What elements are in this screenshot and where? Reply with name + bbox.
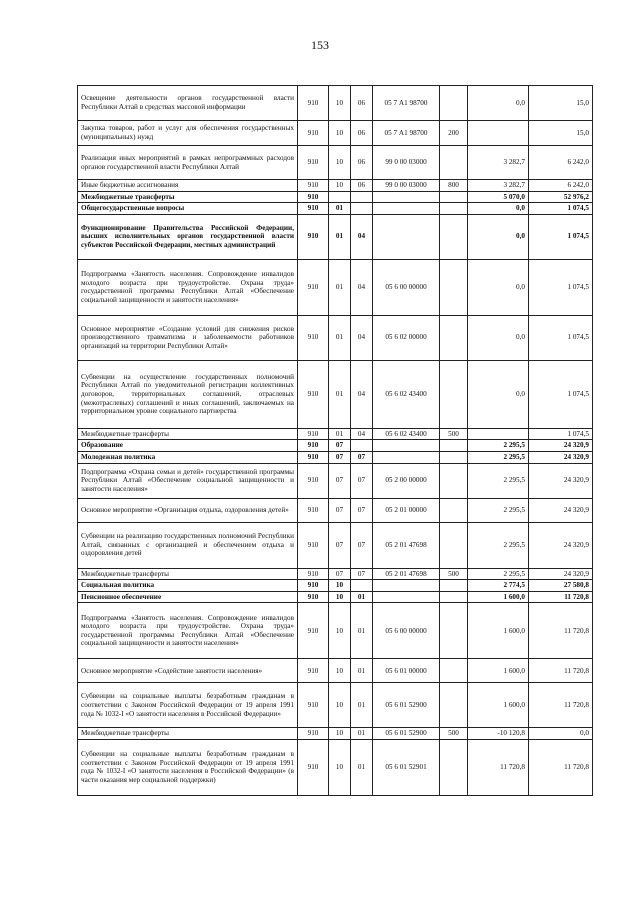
expense-type-cell: 500 xyxy=(440,568,468,580)
amount-2-cell: 1 074,5 xyxy=(529,214,593,259)
expense-type-cell xyxy=(440,659,468,683)
item-name-cell: Образование xyxy=(78,440,298,452)
section-code-cell: 10 xyxy=(329,146,351,180)
item-name-cell: Закупка товаров, работ и услуг для обеспечения государственных (муниципальных) нужд xyxy=(78,121,298,146)
ministry-code-cell: 910 xyxy=(298,440,329,452)
budget-table-body xyxy=(78,86,593,796)
amount-1-cell: 3 282,7 xyxy=(468,146,529,180)
ministry-code-cell: 910 xyxy=(298,568,329,580)
amount-1-cell: -10 120,8 xyxy=(468,728,529,740)
item-name-cell: Подпрограмма «Занятость населения. Сопровождение инвалидов молодого возраста при трудоустройстве. Охрана труда» государственной программы Республики Алтай «Обеспечение социальной защищенности и занятости населения» xyxy=(78,603,298,659)
section-code-cell: 10 xyxy=(329,603,351,659)
amount-1-cell: 1 600,0 xyxy=(468,591,529,603)
ministry-code-cell: 910 xyxy=(298,463,329,498)
section-code-cell: 10 xyxy=(329,121,351,146)
item-name-cell: Социальная политика xyxy=(78,580,298,592)
item-name-cell: Молодежная политика xyxy=(78,451,298,463)
amount-2-cell: 11 720,8 xyxy=(529,739,593,795)
item-name-cell: Иные бюджетные ассигнования xyxy=(78,180,298,192)
amount-1-cell: 1 600,0 xyxy=(468,659,529,683)
item-name-cell: Субвенции на реализацию государственных полномочий Республики Алтай, связанных с организацией и обеспечением отдыха и оздоровления детей xyxy=(78,522,298,568)
item-name-cell: Субвенции на осуществление государственных полномочий Республики Алтай по уведомительной регистрации коллективных договоров, территориальных соглашений, отраслевых (межотраслевых) соглашений и иных соглашений, заключаемых на территориальном уровне социального партнерства xyxy=(78,360,298,428)
table-row xyxy=(78,683,593,728)
amount-2-cell: 24 320,9 xyxy=(529,498,593,522)
section-code-cell xyxy=(329,191,351,203)
item-name-cell: Освещение деятельности органов государственной власти Республики Алтай в средствах массовой информации xyxy=(78,86,298,121)
section-code-cell: 07 xyxy=(329,498,351,522)
amount-1-cell: 2 295,5 xyxy=(468,522,529,568)
target-article-cell: 05 6 02 43400 xyxy=(373,428,440,440)
amount-2-cell: 15,0 xyxy=(529,121,593,146)
section-code-cell: 10 xyxy=(329,739,351,795)
section-code-cell: 01 xyxy=(329,315,351,360)
subsection-code-cell: 01 xyxy=(351,659,373,683)
amount-2-cell: 11 720,8 xyxy=(529,659,593,683)
subsection-code-cell: 01 xyxy=(351,728,373,740)
amount-1-cell xyxy=(468,428,529,440)
target-article-cell: 05 6 02 43400 xyxy=(373,360,440,428)
amount-1-cell: 3 282,7 xyxy=(468,180,529,192)
table-row xyxy=(78,568,593,580)
target-article-cell xyxy=(373,440,440,452)
amount-2-cell: 11 720,8 xyxy=(529,591,593,603)
subsection-code-cell: 04 xyxy=(351,214,373,259)
expense-type-cell xyxy=(440,360,468,428)
ministry-code-cell: 910 xyxy=(298,191,329,203)
ministry-code-cell: 910 xyxy=(298,315,329,360)
amount-1-cell xyxy=(468,121,529,146)
amount-2-cell: 52 976,2 xyxy=(529,191,593,203)
amount-1-cell: 0,0 xyxy=(468,86,529,121)
amount-1-cell: 0,0 xyxy=(468,315,529,360)
table-row xyxy=(78,603,593,659)
target-article-cell: 05 6 00 00000 xyxy=(373,259,440,315)
target-article-cell xyxy=(373,203,440,215)
target-article-cell xyxy=(373,451,440,463)
section-code-cell: 10 xyxy=(329,659,351,683)
subsection-code-cell: 04 xyxy=(351,315,373,360)
item-name-cell: Функционирование Правительства Российской Федерации, высших исполнительных органов государственной власти субъектов Российской Федерации, местных администраций xyxy=(78,214,298,259)
table-row xyxy=(78,180,593,192)
subsection-code-cell: 04 xyxy=(351,259,373,315)
ministry-code-cell: 910 xyxy=(298,603,329,659)
table-row xyxy=(78,522,593,568)
subsection-code-cell: 01 xyxy=(351,591,373,603)
amount-2-cell: 0,0 xyxy=(529,728,593,740)
target-article-cell xyxy=(373,591,440,603)
amount-2-cell: 24 320,9 xyxy=(529,568,593,580)
target-article-cell: 05 6 01 52900 xyxy=(373,683,440,728)
ministry-code-cell: 910 xyxy=(298,259,329,315)
table-row xyxy=(78,440,593,452)
item-name-cell: Реализация иных мероприятий в рамках непрограммных расходов органов государственной власти Республики Алтай xyxy=(78,146,298,180)
section-code-cell: 01 xyxy=(329,214,351,259)
subsection-code-cell: 04 xyxy=(351,428,373,440)
table-row xyxy=(78,146,593,180)
expense-type-cell xyxy=(440,580,468,592)
item-name-cell: Основное мероприятие «Создание условий для снижения рисков производственного травматизма и заболеваемости работников организаций на территории Республики Алтай» xyxy=(78,315,298,360)
subsection-code-cell: 07 xyxy=(351,568,373,580)
table-row xyxy=(78,360,593,428)
table-row xyxy=(78,191,593,203)
subsection-code-cell: 06 xyxy=(351,86,373,121)
table-row xyxy=(78,214,593,259)
expense-type-cell xyxy=(440,603,468,659)
ministry-code-cell: 910 xyxy=(298,683,329,728)
amount-2-cell: 6 242,0 xyxy=(529,146,593,180)
table-row xyxy=(78,580,593,592)
expense-type-cell xyxy=(440,259,468,315)
target-article-cell: 05 6 00 00000 xyxy=(373,603,440,659)
section-code-cell: 01 xyxy=(329,203,351,215)
expense-type-cell xyxy=(440,146,468,180)
section-code-cell: 07 xyxy=(329,568,351,580)
section-code-cell: 07 xyxy=(329,451,351,463)
subsection-code-cell: 06 xyxy=(351,121,373,146)
amount-2-cell: 1 074,5 xyxy=(529,259,593,315)
subsection-code-cell xyxy=(351,580,373,592)
table-row xyxy=(78,498,593,522)
item-name-cell: Межбюджетные трансферты xyxy=(78,568,298,580)
expense-type-cell xyxy=(440,451,468,463)
section-code-cell: 10 xyxy=(329,728,351,740)
section-code-cell: 10 xyxy=(329,683,351,728)
amount-2-cell: 1 074,5 xyxy=(529,203,593,215)
expense-type-cell: 800 xyxy=(440,180,468,192)
table-row xyxy=(78,315,593,360)
section-code-cell: 10 xyxy=(329,580,351,592)
amount-1-cell: 2 295,5 xyxy=(468,440,529,452)
ministry-code-cell: 910 xyxy=(298,428,329,440)
amount-2-cell: 1 074,5 xyxy=(529,428,593,440)
amount-1-cell: 0,0 xyxy=(468,203,529,215)
amount-1-cell: 11 720,8 xyxy=(468,739,529,795)
table-row xyxy=(78,428,593,440)
subsection-code-cell: 07 xyxy=(351,463,373,498)
table-row xyxy=(78,86,593,121)
target-article-cell: 05 6 01 00000 xyxy=(373,659,440,683)
item-name-cell: Основное мероприятие «Содействие занятости населения» xyxy=(78,659,298,683)
expense-type-cell: 200 xyxy=(440,121,468,146)
amount-1-cell: 2 295,5 xyxy=(468,568,529,580)
table-row xyxy=(78,728,593,740)
amount-2-cell: 15,0 xyxy=(529,86,593,121)
ministry-code-cell: 910 xyxy=(298,451,329,463)
target-article-cell: 05 7 А1 98700 xyxy=(373,86,440,121)
item-name-cell: Подпрограмма «Занятость населения. Сопровождение инвалидов молодого возраста при трудоустройстве. Охрана труда» государственной программы Республики Алтай «Обеспечение социальной защищенности и занятости населения» xyxy=(78,259,298,315)
table-row xyxy=(78,739,593,795)
table-row xyxy=(78,463,593,498)
page-number: 153 xyxy=(311,38,329,52)
ministry-code-cell: 910 xyxy=(298,728,329,740)
item-name-cell: Межбюджетные трансферты xyxy=(78,191,298,203)
target-article-cell: 05 2 01 47698 xyxy=(373,522,440,568)
subsection-code-cell xyxy=(351,203,373,215)
section-code-cell: 01 xyxy=(329,259,351,315)
expense-type-cell: 500 xyxy=(440,728,468,740)
expense-type-cell xyxy=(440,214,468,259)
section-code-cell: 01 xyxy=(329,360,351,428)
amount-1-cell: 1 600,0 xyxy=(468,683,529,728)
target-article-cell: 05 2 00 00000 xyxy=(373,463,440,498)
subsection-code-cell: 07 xyxy=(351,498,373,522)
expense-type-cell xyxy=(440,683,468,728)
expense-type-cell xyxy=(440,315,468,360)
expense-type-cell xyxy=(440,203,468,215)
ministry-code-cell: 910 xyxy=(298,146,329,180)
table-row xyxy=(78,659,593,683)
subsection-code-cell: 01 xyxy=(351,739,373,795)
ministry-code-cell: 910 xyxy=(298,203,329,215)
amount-1-cell: 1 600,0 xyxy=(468,603,529,659)
amount-2-cell: 24 320,9 xyxy=(529,440,593,452)
expense-type-cell xyxy=(440,739,468,795)
ministry-code-cell: 910 xyxy=(298,498,329,522)
table-row xyxy=(78,203,593,215)
amount-1-cell: 0,0 xyxy=(468,360,529,428)
target-article-cell: 05 2 01 47698 xyxy=(373,568,440,580)
budget-table xyxy=(77,85,593,796)
expense-type-cell xyxy=(440,498,468,522)
section-code-cell: 07 xyxy=(329,463,351,498)
subsection-code-cell: 07 xyxy=(351,451,373,463)
table-row xyxy=(78,121,593,146)
subsection-code-cell: 01 xyxy=(351,603,373,659)
section-code-cell: 07 xyxy=(329,522,351,568)
amount-2-cell: 1 074,5 xyxy=(529,315,593,360)
section-code-cell: 07 xyxy=(329,440,351,452)
subsection-code-cell: 06 xyxy=(351,146,373,180)
ministry-code-cell: 910 xyxy=(298,214,329,259)
item-name-cell: Подпрограмма «Охрана семьи и детей» государственной программы Республики Алтай «Обеспечение социальной защищенности и занятости населения» xyxy=(78,463,298,498)
subsection-code-cell: 04 xyxy=(351,360,373,428)
target-article-cell: 05 6 01 52901 xyxy=(373,739,440,795)
target-article-cell: 99 0 00 03000 xyxy=(373,146,440,180)
expense-type-cell xyxy=(440,591,468,603)
target-article-cell: 99 0 00 03000 xyxy=(373,180,440,192)
ministry-code-cell: 910 xyxy=(298,659,329,683)
expense-type-cell xyxy=(440,463,468,498)
ministry-code-cell: 910 xyxy=(298,522,329,568)
amount-2-cell: 1 074,5 xyxy=(529,360,593,428)
amount-2-cell: 24 320,9 xyxy=(529,451,593,463)
target-article-cell: 05 2 01 00000 xyxy=(373,498,440,522)
expense-type-cell xyxy=(440,191,468,203)
target-article-cell: 05 7 А1 98700 xyxy=(373,121,440,146)
amount-2-cell: 6 242,0 xyxy=(529,180,593,192)
table-row xyxy=(78,451,593,463)
ministry-code-cell: 910 xyxy=(298,360,329,428)
target-article-cell: 05 6 02 00000 xyxy=(373,315,440,360)
expense-type-cell xyxy=(440,86,468,121)
ministry-code-cell: 910 xyxy=(298,580,329,592)
amount-1-cell: 2 295,5 xyxy=(468,498,529,522)
amount-2-cell: 11 720,8 xyxy=(529,683,593,728)
section-code-cell: 10 xyxy=(329,591,351,603)
subsection-code-cell xyxy=(351,191,373,203)
item-name-cell: Межбюджетные трансферты xyxy=(78,728,298,740)
section-code-cell: 10 xyxy=(329,86,351,121)
subsection-code-cell: 01 xyxy=(351,683,373,728)
amount-2-cell: 24 320,9 xyxy=(529,463,593,498)
item-name-cell: Пенсионное обеспечение xyxy=(78,591,298,603)
amount-1-cell: 0,0 xyxy=(468,259,529,315)
expense-type-cell: 500 xyxy=(440,428,468,440)
amount-1-cell: 0,0 xyxy=(468,214,529,259)
expense-type-cell xyxy=(440,440,468,452)
item-name-cell: Общегосударственные вопросы xyxy=(78,203,298,215)
amount-2-cell: 11 720,8 xyxy=(529,603,593,659)
item-name-cell: Межбюджетные трансферты xyxy=(78,428,298,440)
amount-2-cell: 27 580,8 xyxy=(529,580,593,592)
expense-type-cell xyxy=(440,522,468,568)
amount-1-cell: 2 295,5 xyxy=(468,451,529,463)
table-row xyxy=(78,591,593,603)
target-article-cell: 05 6 01 52900 xyxy=(373,728,440,740)
item-name-cell: Субвенции на социальные выплаты безработным гражданам в соответствии с Законом Российской Федерации от 19 апреля 1991 года № 1032-I «О занятости населения в Российской Федерации» (в части оказания мер социальной поддержки) xyxy=(78,739,298,795)
amount-1-cell: 2 295,5 xyxy=(468,463,529,498)
target-article-cell xyxy=(373,580,440,592)
subsection-code-cell xyxy=(351,440,373,452)
subsection-code-cell: 07 xyxy=(351,522,373,568)
amount-1-cell: 5 070,0 xyxy=(468,191,529,203)
ministry-code-cell: 910 xyxy=(298,121,329,146)
ministry-code-cell: 910 xyxy=(298,86,329,121)
subsection-code-cell: 06 xyxy=(351,180,373,192)
item-name-cell: Субвенции на социальные выплаты безработным гражданам в соответствии с Законом Российской Федерации от 19 апреля 1991 года № 1032-I «О занятости населения в Российской Федерации» xyxy=(78,683,298,728)
ministry-code-cell: 910 xyxy=(298,591,329,603)
section-code-cell: 10 xyxy=(329,180,351,192)
item-name-cell: Основное мероприятие «Организация отдыха, оздоровления детей» xyxy=(78,498,298,522)
amount-1-cell: 2 774,5 xyxy=(468,580,529,592)
amount-2-cell: 24 320,9 xyxy=(529,522,593,568)
target-article-cell xyxy=(373,214,440,259)
ministry-code-cell: 910 xyxy=(298,739,329,795)
ministry-code-cell: 910 xyxy=(298,180,329,192)
section-code-cell: 01 xyxy=(329,428,351,440)
table-row xyxy=(78,259,593,315)
target-article-cell xyxy=(373,191,440,203)
